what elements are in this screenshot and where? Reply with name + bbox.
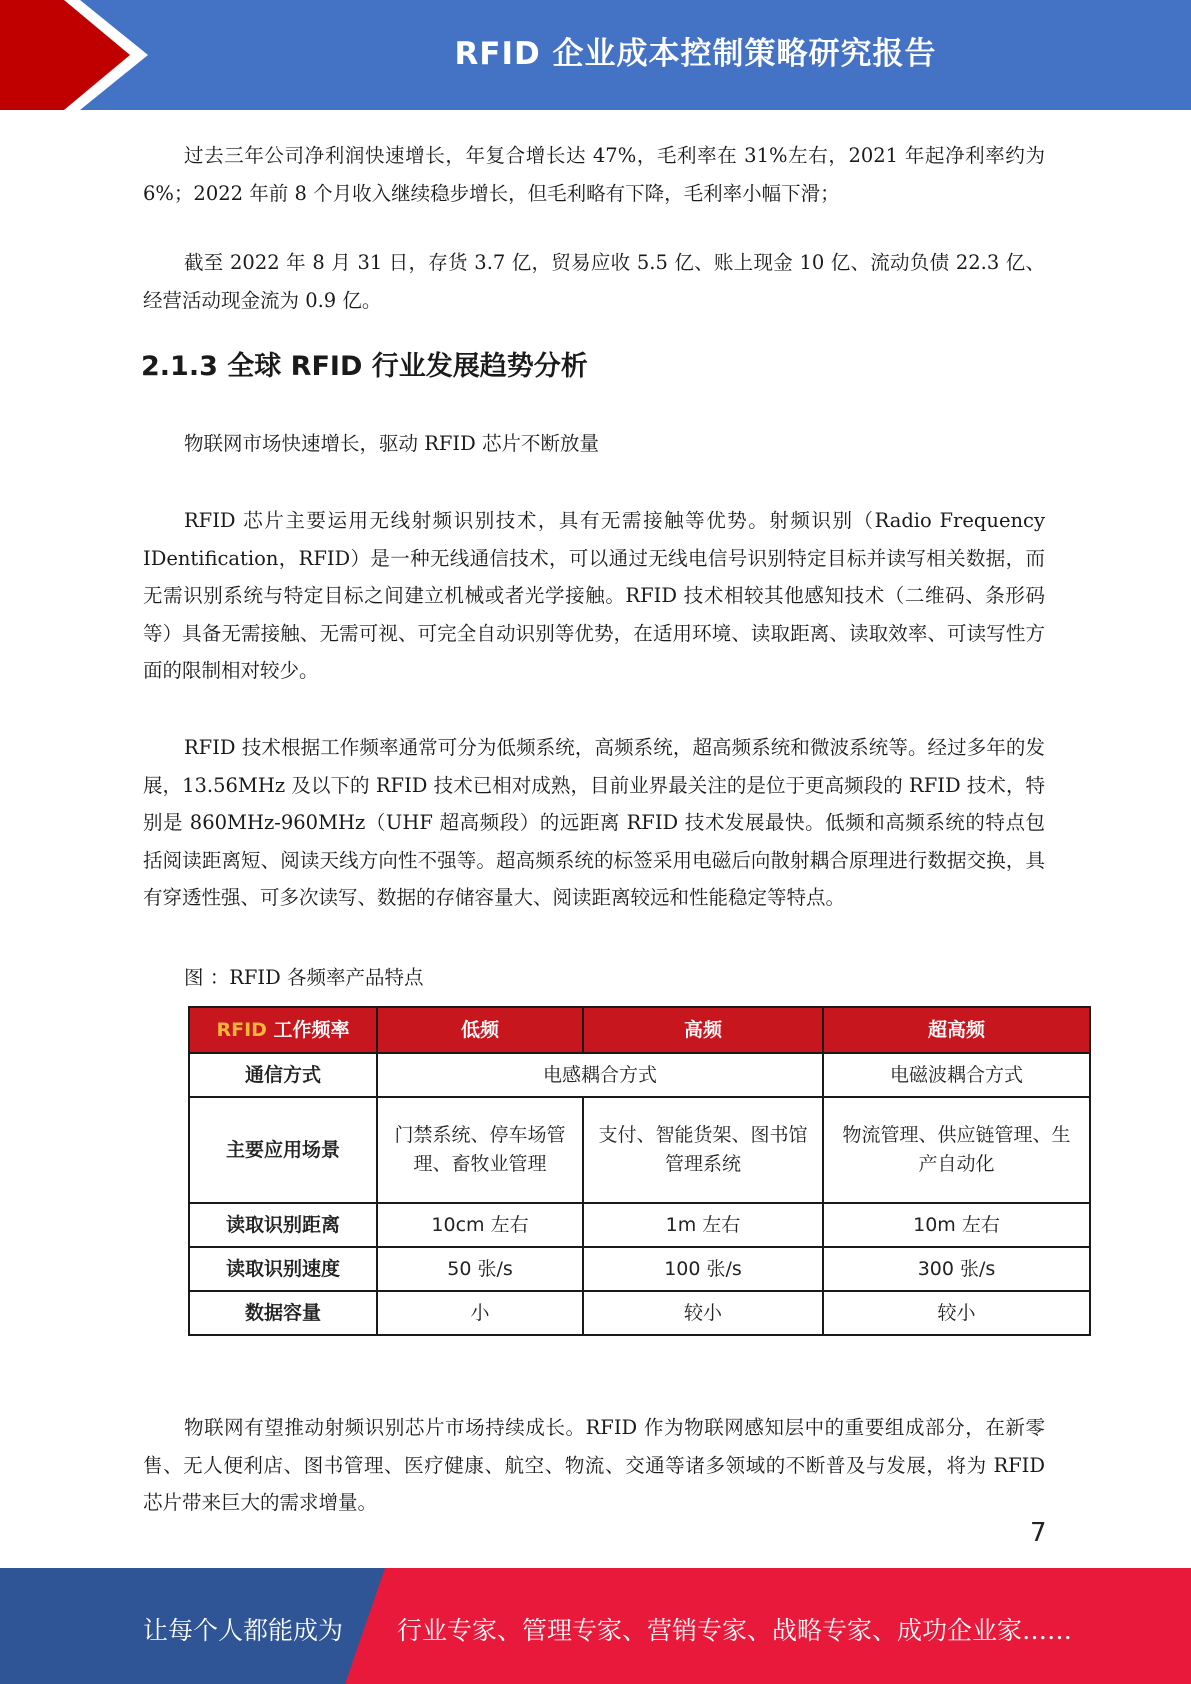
table-row [189, 1097, 1090, 1203]
cell-capacity-uhf: 较小 [823, 1291, 1090, 1335]
paragraph-rfid-intro: RFID 芯片主要运用无线射频识别技术，具有无需接触等优势。射频识别（Radio Frequency IDentification，RFID）是一种无线通信技术，可以通过无线电信号识别特定目标并读写相关数据，而无需识别系统与特定目标之间建立机械或者光学接触。RFID 技术相较其他感知技术（二维码、条形码等）具备无需接触、无需可视、可完全自动识别等优势，在适用环境、读取距离、读取效率、可读写性方面的限制相对较少。 [143, 509, 1045, 682]
header-accent-text: RFID [216, 1018, 267, 1041]
table-row [189, 1291, 1090, 1335]
header-frequency-label: 工作频率 [266, 1018, 350, 1041]
section-heading: 2.1.3 全球 RFID 行业发展趋势分析 [141, 351, 588, 382]
cell-scenario-high: 支付、智能货架、图书馆管理系统 [583, 1097, 823, 1203]
row-label-scenario: 主要应用场景 [189, 1097, 377, 1203]
row-label-comm: 通信方式 [189, 1053, 377, 1097]
footer-slogan-right: 行业专家、管理专家、营销专家、战略专家、成功企业家…… [397, 1616, 1073, 1645]
paragraph-profit: 过去三年公司净利润快速增长，年复合增长达 47%，毛利率在 31%左右，2021 年起净利率约为 6%；2022 年前 8 个月收入继续稳步增长，但毛利略有下降，毛利率小幅下滑； [143, 144, 1045, 205]
row-label-speed: 读取识别速度 [189, 1247, 377, 1291]
page-number: 7 [1030, 1518, 1047, 1548]
rfid-frequency-table [188, 1006, 1091, 1336]
cell-distance-uhf: 10m 左右 [823, 1203, 1090, 1247]
footer-slogan-left: 让每个人都能成为 [143, 1616, 344, 1645]
row-label-distance: 读取识别距离 [189, 1203, 377, 1247]
cell-speed-uhf: 300 张/s [823, 1247, 1090, 1291]
cell-speed-high: 100 张/s [583, 1247, 823, 1291]
table-row [189, 1203, 1090, 1247]
table-header-row [189, 1007, 1090, 1053]
page-header [0, 0, 1191, 110]
cell-distance-low: 10cm 左右 [377, 1203, 583, 1247]
paragraph-balance: 截至 2022 年 8 月 31 日，存货 3.7 亿，贸易应收 5.5 亿、账上现金 10 亿、流动负债 22.3 亿、经营活动现金流为 0.9 亿。 [143, 251, 1045, 312]
table-header-high: 高频 [583, 1007, 823, 1053]
page-footer [0, 1568, 1191, 1684]
table-header-uhf: 超高频 [823, 1007, 1090, 1053]
cell-comm-inductive: 电感耦合方式 [377, 1053, 823, 1097]
table-header-low: 低频 [377, 1007, 583, 1053]
cell-scenario-low: 门禁系统、停车场管理、畜牧业管理 [377, 1097, 583, 1203]
cell-capacity-low: 小 [377, 1291, 583, 1335]
report-title: RFID 企业成本控制策略研究报告 [454, 36, 937, 72]
cell-capacity-high: 较小 [583, 1291, 823, 1335]
table-row [189, 1053, 1090, 1097]
figure-caption: 图 ：RFID 各频率产品特点 [184, 966, 424, 989]
cell-comm-em: 电磁波耦合方式 [823, 1053, 1090, 1097]
table-header-frequency [189, 1007, 377, 1053]
paragraph-iot-growth: 物联网有望推动射频识别芯片市场持续成长。RFID 作为物联网感知层中的重要组成部分，在新零售、无人便利店、图书管理、医疗健康、航空、物流、交通等诸多领域的不断普及与发展，将为 RFID 芯片带来巨大的需求增量。 [143, 1416, 1045, 1514]
paragraph-iot-driver: 物联网市场快速增长，驱动 RFID 芯片不断放量 [184, 432, 599, 455]
table-row [189, 1247, 1090, 1291]
row-label-capacity: 数据容量 [189, 1291, 377, 1335]
cell-scenario-uhf: 物流管理、供应链管理、生产自动化 [823, 1097, 1090, 1203]
paragraph-rfid-frequency: RFID 技术根据工作频率通常可分为低频系统，高频系统，超高频系统和微波系统等。经过多年的发展，13.56MHz 及以下的 RFID 技术已相对成熟，目前业界最关注的是位于更高频段的 RFID 技术，特别是 860MHz-960MHz（UHF 超高频段）的远距离 RFID 技术发展最快。低频和高频系统的特点包括阅读距离短、阅读天线方向性不强等。超高频系统的标签采用电磁后向散射耦合原理进行数据交换，具有穿透性强、可多次读写、数据的存储容量大、阅读距离较远和性能稳定等特点。 [143, 736, 1045, 909]
cell-distance-high: 1m 左右 [583, 1203, 823, 1247]
cell-speed-low: 50 张/s [377, 1247, 583, 1291]
